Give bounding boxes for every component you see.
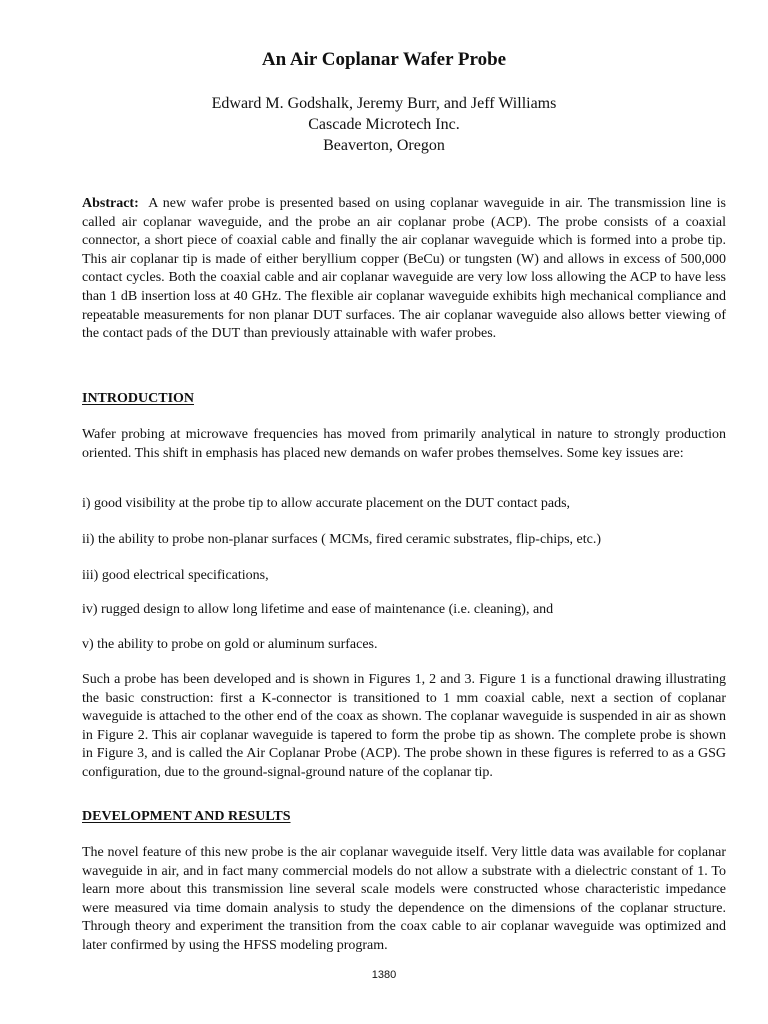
abstract-text: A new wafer probe is presented based on using coplanar waveguide in air. The transmission line is called air coplanar waveguide, and the probe an air coplanar probe (ACP). The probe consists of a coaxial connector, a short piece of coaxial cable and finally the air coplanar waveguide which is formed into a probe tip. This air coplanar tip is made of either beryllium copper (BeCu) or tungsten (W) and allows in excess of 500,000 contact cycles. Both the coaxial cable and air coplanar waveguide are very low loss allowing the ACP to have less than 1 dB insertion loss at 40 GHz. The flexible air coplanar waveguide exhibits high mechanical compliance and repeatable measurements for non planar DUT surfaces. The air coplanar waveguide also allows better viewing of the contact pads of the DUT than previously attainable with wafer probes. <box>82 196 726 342</box>
location: Beaverton, Oregon <box>323 137 445 154</box>
paper-title: An Air Coplanar Wafer Probe <box>261 49 507 70</box>
issue-item-2: ii) the ability to probe non-planar surfaces ( MCMs, fired ceramic substrates, flip-chips, etc.) <box>82 532 602 547</box>
issue-item-5: v) the ability to probe on gold or aluminum surfaces. <box>82 637 378 652</box>
author-list: Edward M. Godshalk, Jeremy Burr, and Jeff Williams <box>211 95 557 112</box>
affiliation: Cascade Microtech Inc. <box>308 116 460 133</box>
development-paragraph: The novel feature of this new probe is the air coplanar waveguide itself. Very little data was available for coplanar waveguide in air, and in fact many commercial models do not allow a substrate with a dielectric constant of 1. To learn more about this transmission line several scale models were constructed whose characteristic impedance were measured via time domain analysis to study the dependence on the dimensions of the coplanar structure. Through theory and experiment the transition from the coax cable to air coplanar waveguide was optimized and later confirmed by using the HFSS modeling program. <box>82 845 726 953</box>
section-heading-introduction: INTRODUCTION <box>82 391 195 406</box>
abstract <box>82 195 726 344</box>
issue-item-1: i) good visibility at the probe tip to allow accurate placement on the DUT contact pads, <box>82 496 571 511</box>
issue-item-4: iv) rugged design to allow long lifetime and ease of maintenance (i.e. cleaning), and <box>82 602 554 617</box>
probe-paragraph: Such a probe has been developed and is shown in Figures 1, 2 and 3. Figure 1 is a functional drawing illustrating the basic construction: first a K-connector is transitioned to 1 mm coaxial cable, next a section of coplanar waveguide is attached to the other end of the coax as shown. The coplanar waveguide is suspended in air as shown in Figure 2. This air coplanar waveguide is tapered to form the probe tip as shown. The complete probe is shown in Figure 3, and is called the Air Coplanar Probe (ACP). The probe shown in these figures is referred to as a GSG configuration, due to the ground-signal-ground nature of the coplanar tip. <box>82 672 726 780</box>
page-number: 1380 <box>371 969 397 981</box>
issue-item-3: iii) good electrical specifications, <box>82 568 269 583</box>
abstract-label: Abstract: <box>82 196 139 211</box>
intro-paragraph: Wafer probing at microwave frequencies has moved from primarily analytical in nature to strongly production oriented. This shift in emphasis has placed new demands on wafer probes themselves. Some key issues are: <box>82 427 726 461</box>
section-heading-development: DEVELOPMENT AND RESULTS <box>82 809 291 824</box>
